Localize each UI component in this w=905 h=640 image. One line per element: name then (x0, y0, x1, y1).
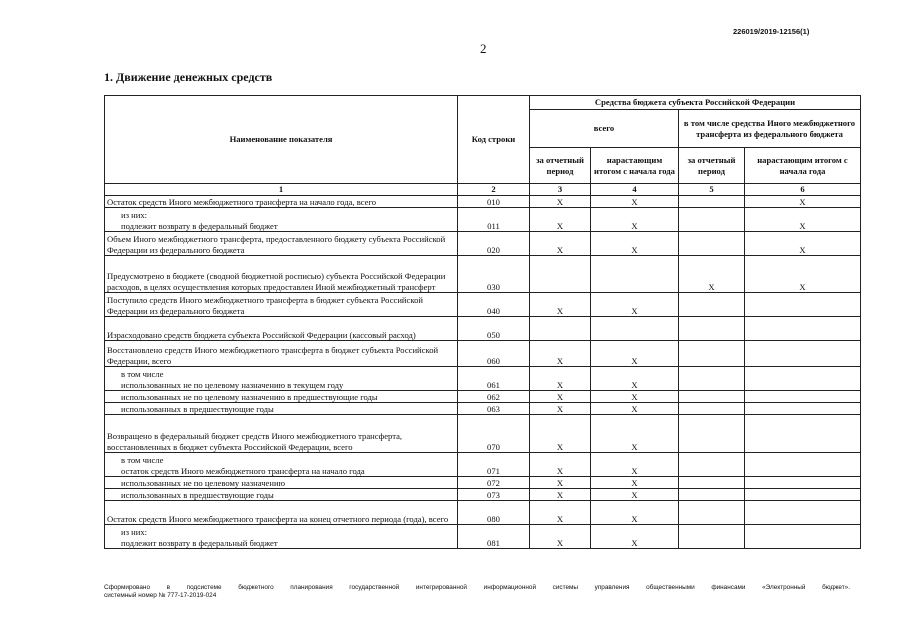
value-cell: X (591, 453, 679, 477)
indicator-cell: из них: подлежит возврату в федеральный бюджет (105, 525, 458, 549)
code-cell: 020 (458, 232, 530, 256)
value-cell (679, 367, 745, 391)
header-period-transfer: за отчетный период (679, 148, 745, 184)
value-cell: X (591, 293, 679, 317)
value-cell: X (530, 501, 591, 525)
table-row (105, 232, 861, 256)
value-cell (745, 501, 861, 525)
code-cell: 050 (458, 317, 530, 341)
document-number: 226019/2019-12156(1) (733, 27, 810, 36)
value-cell: X (745, 196, 861, 208)
value-cell (745, 453, 861, 477)
value-cell: X (530, 403, 591, 415)
value-cell (679, 196, 745, 208)
code-cell: 040 (458, 293, 530, 317)
indicator-cell: Поступило средств Иного межбюджетного трансферта в бюджет субъекта Российской Федерации из федерального бюджета (105, 293, 458, 317)
value-cell: X (530, 391, 591, 403)
table-row (105, 196, 861, 208)
value-cell: X (591, 415, 679, 453)
value-cell: X (591, 232, 679, 256)
value-cell: X (591, 196, 679, 208)
value-cell: X (591, 208, 679, 232)
table-row (105, 256, 861, 293)
value-cell: X (745, 208, 861, 232)
code-cell: 010 (458, 196, 530, 208)
column-number: 2 (458, 184, 530, 196)
value-cell (679, 477, 745, 489)
value-cell (530, 256, 591, 293)
code-cell: 011 (458, 208, 530, 232)
header-ytd-total: нарастающим итогом с начала года (591, 148, 679, 184)
value-cell: X (530, 232, 591, 256)
table-row (105, 391, 861, 403)
value-cell: X (530, 208, 591, 232)
value-cell: X (679, 256, 745, 293)
footer-system-number: системный номер № 777-17-2019-024 (104, 592, 217, 599)
indicator-cell: Остаток средств Иного межбюджетного трансферта на начало года, всего (105, 196, 458, 208)
table-row (105, 293, 861, 317)
code-cell: 081 (458, 525, 530, 549)
table-row (105, 317, 861, 341)
value-cell (679, 525, 745, 549)
value-cell: X (745, 232, 861, 256)
code-cell: 030 (458, 256, 530, 293)
indicator-cell: в том числе остаток средств Иного межбюджетного трансферта на начало года (105, 453, 458, 477)
table-row (105, 367, 861, 391)
value-cell (745, 525, 861, 549)
page-number: 2 (480, 41, 487, 56)
value-cell (679, 391, 745, 403)
code-cell: 073 (458, 489, 530, 501)
value-cell (745, 403, 861, 415)
value-cell (591, 256, 679, 293)
value-cell (591, 317, 679, 341)
column-number: 6 (745, 184, 861, 196)
indicator-cell: использованных не по целевому назначению в предшествующие годы (105, 391, 458, 403)
indicator-cell: Восстановлено средств Иного межбюджетного трансферта в бюджет субъекта Российской Федерации, всего (105, 341, 458, 367)
column-number: 1 (105, 184, 458, 196)
header-code: Код строки (458, 96, 530, 184)
code-cell: 071 (458, 453, 530, 477)
table-row (105, 208, 861, 232)
code-cell: 063 (458, 403, 530, 415)
value-cell: X (591, 341, 679, 367)
code-cell: 072 (458, 477, 530, 489)
value-cell: X (591, 525, 679, 549)
header-including-transfer: в том числе средства Иного межбюджетного трансферта из федерального бюджета (679, 110, 861, 148)
value-cell: X (591, 477, 679, 489)
value-cell (679, 489, 745, 501)
column-number: 5 (679, 184, 745, 196)
header-total: всего (530, 110, 679, 148)
value-cell (745, 293, 861, 317)
indicator-cell: Объем Иного межбюджетного трансферта, предоставленного бюджету субъекта Российской Федерации из федерального бюджета (105, 232, 458, 256)
column-number: 4 (591, 184, 679, 196)
value-cell: X (530, 196, 591, 208)
value-cell (745, 415, 861, 453)
header-budget: Средства бюджета субъекта Российской Федерации (530, 96, 861, 110)
value-cell (745, 341, 861, 367)
value-cell (679, 293, 745, 317)
value-cell (745, 367, 861, 391)
indicator-cell: использованных в предшествующие годы (105, 489, 458, 501)
value-cell: X (530, 415, 591, 453)
code-cell: 061 (458, 367, 530, 391)
code-cell: 070 (458, 415, 530, 453)
value-cell (679, 453, 745, 477)
value-cell: X (530, 367, 591, 391)
value-cell: X (530, 341, 591, 367)
code-cell: 060 (458, 341, 530, 367)
value-cell: X (591, 367, 679, 391)
value-cell (679, 415, 745, 453)
table-row (105, 453, 861, 477)
value-cell: X (530, 489, 591, 501)
value-cell (745, 317, 861, 341)
table-row (105, 341, 861, 367)
value-cell: X (591, 489, 679, 501)
value-cell (679, 232, 745, 256)
code-cell: 062 (458, 391, 530, 403)
column-number: 3 (530, 184, 591, 196)
value-cell (745, 477, 861, 489)
value-cell: X (591, 403, 679, 415)
value-cell (679, 501, 745, 525)
indicator-cell: использованных в предшествующие годы (105, 403, 458, 415)
value-cell (745, 489, 861, 501)
value-cell (679, 317, 745, 341)
table-row (105, 489, 861, 501)
value-cell: X (530, 293, 591, 317)
value-cell (745, 391, 861, 403)
table-row (105, 403, 861, 415)
indicator-cell: Израсходовано средств бюджета субъекта Российской Федерации (кассовый расход) (105, 317, 458, 341)
indicator-cell: Предусмотрено в бюджете (сводной бюджетной росписью) субъекта Российской Федерации расходов, в целях осуществления которых предоставлен Иной межбюджетный трансферт (105, 256, 458, 293)
header-ytd-transfer: нарастающим итогом с начала года (745, 148, 861, 184)
value-cell (530, 317, 591, 341)
value-cell: X (530, 477, 591, 489)
indicator-cell: Возвращено в федеральный бюджет средств Иного межбюджетного трансферта, восстановленных в бюджет субъекта Российской Федерации, всего (105, 415, 458, 453)
header-period-total: за отчетный период (530, 148, 591, 184)
header-indicator: Наименование показателя (105, 96, 458, 184)
table-row (105, 501, 861, 525)
value-cell: X (591, 501, 679, 525)
indicator-cell: Остаток средств Иного межбюджетного трансферта на конец отчетного периода (года), всего (105, 501, 458, 525)
value-cell: X (591, 391, 679, 403)
cash-flow-table (104, 95, 861, 549)
indicator-cell: в том числе использованных не по целевому назначению в текущем году (105, 367, 458, 391)
indicator-cell: использованных не по целевому назначению (105, 477, 458, 489)
table-row (105, 415, 861, 453)
value-cell (679, 208, 745, 232)
indicator-cell: из них: подлежит возврату в федеральный бюджет (105, 208, 458, 232)
table-row (105, 525, 861, 549)
table-row (105, 477, 861, 489)
section-title: 1. Движение денежных средств (104, 70, 273, 84)
footer-note: Сформировано в подсистеме бюджетного планирования государственной интегрированной информационной системы управления общественными финансами «Электронный бюджет». (104, 584, 850, 591)
value-cell (679, 403, 745, 415)
code-cell: 080 (458, 501, 530, 525)
value-cell (679, 341, 745, 367)
value-cell: X (530, 453, 591, 477)
value-cell: X (745, 256, 861, 293)
value-cell: X (530, 525, 591, 549)
table-body (105, 196, 861, 549)
